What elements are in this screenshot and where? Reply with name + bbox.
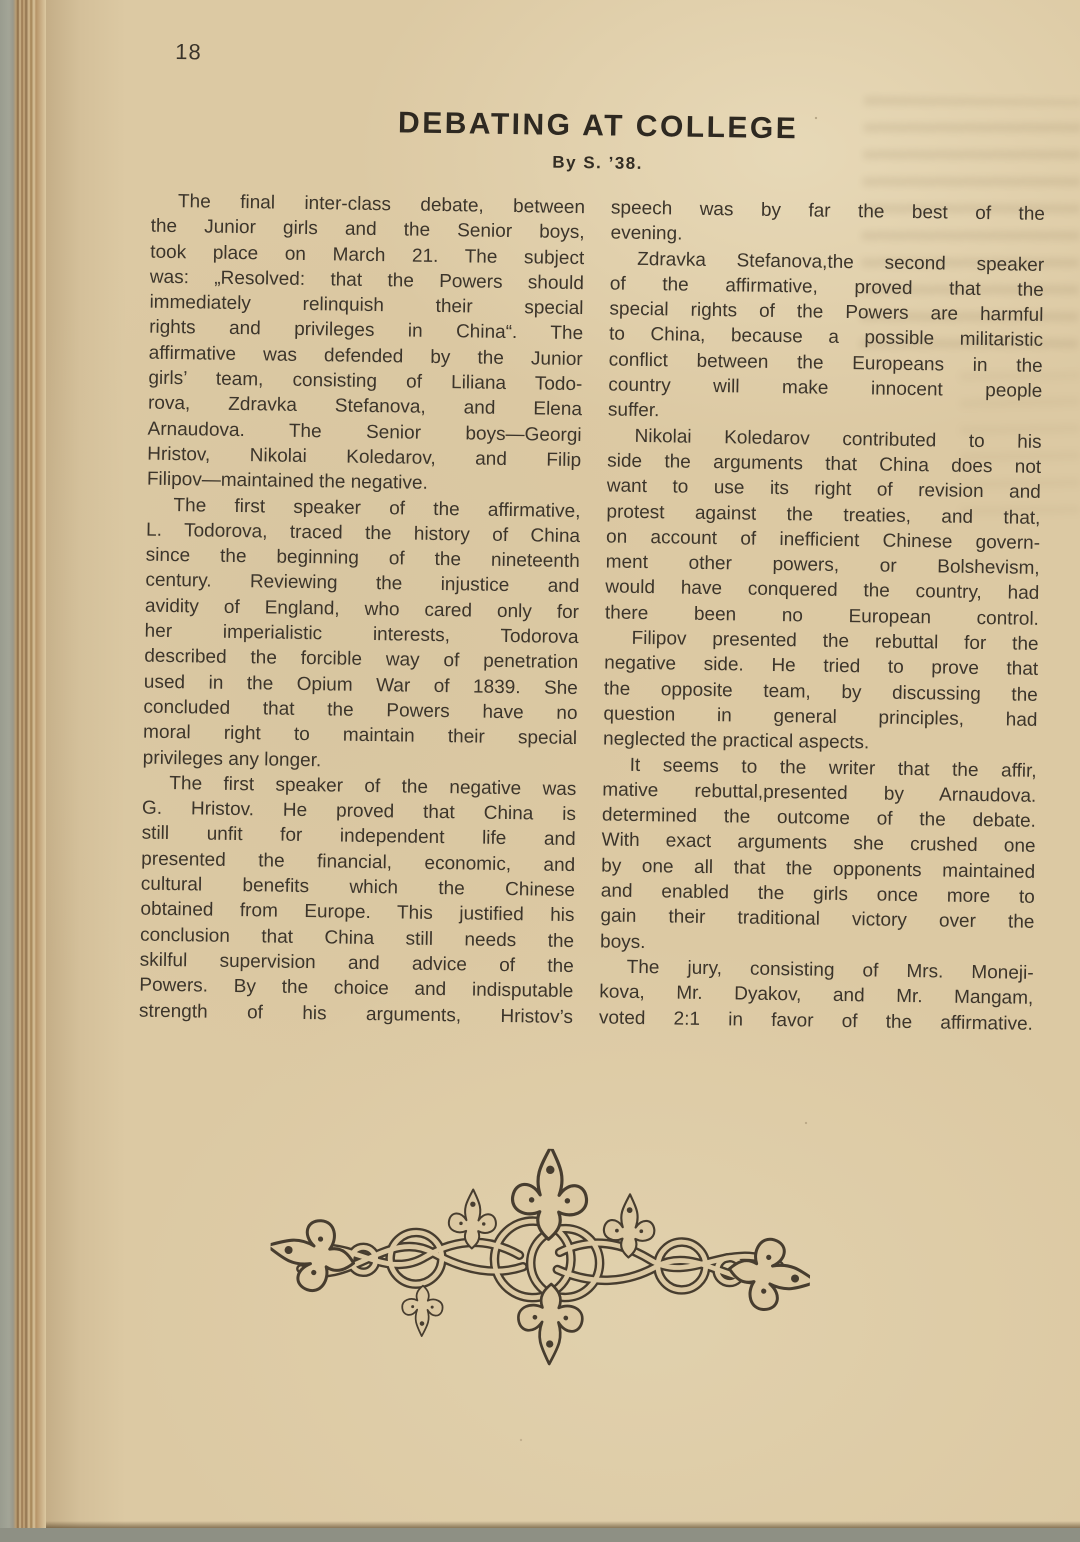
text-line: there been no European control. [604,602,1040,630]
text-line: girls’ team, consisting of Liliana Todo- [148,367,583,396]
text-line: question in general principles, had [603,703,1038,731]
text-line: The final inter-class debate, between [177,191,586,219]
text-line: evening. [610,222,683,245]
text-line: concluded that the Powers have no [143,696,578,725]
page-number: 18 [175,39,202,65]
text-line: immediately relinquish their special [149,291,584,320]
text-line: ment other powers, or Bolshevism, [605,551,1040,580]
text-line: her imperialistic interests, Todorova [144,620,579,649]
text-line: affirmative was defended by the Junior [148,342,583,370]
text-line: want to use its right of revision and [606,475,1041,504]
text-line: used in the Opium War of 1839. She [143,671,578,699]
text-line: skilful supervision and advice of the [139,949,574,977]
text-line: strength of his arguments, Hristov’s [138,1000,574,1028]
text-line: kova, Mr. Dyakov, and Mr. Mangam, [599,981,1034,1010]
text-line: negative side. He tried to prove that [604,652,1039,681]
text-line: Filipov—maintained the negative. [146,468,428,495]
text-line: avidity of England, who cared only for [144,595,580,623]
text-line: neglected the practical aspects. [602,728,870,754]
text-line: of the affirmative, proved that the [609,273,1044,301]
text-line: took place on March 21. The subject [150,241,585,269]
knotwork-ornament-icon [268,1142,813,1376]
text-line: since the beginning of the nineteenth [145,544,580,573]
column-left [139,189,585,1030]
article-byline: By S. ’38. [552,152,644,173]
text-line: still unfit for independent life and [141,823,576,851]
text-line: conflict between the Europeans in the [608,349,1043,377]
text-line: It seems to the writer that the affir, [629,754,1037,782]
text-line: determined the outcome of the debate. [601,804,1037,833]
text-line: by one all that the opponents maintained [601,855,1036,883]
text-line: moral right to maintain their special [142,721,578,750]
article-title: DEBATING AT COLLEGE [397,106,799,146]
text-line: Hristov, Nikolai Koledarov, and Filip [147,443,582,472]
text-line: was: „Resolved: that the Powers should [149,266,585,295]
text-line: G. Hristov. He proved that China is [141,797,577,826]
text-line: Nikolai Koledarov contributed to his [634,425,1042,453]
text-line: The first speaker of the negative was [169,772,577,800]
text-line: presented the financial, economic, and [141,848,576,876]
text-line: would have conquered the country, had [605,576,1040,605]
text-line: gain their traditional victory over the [600,905,1035,934]
text-line: and enabled the girls once more to [600,880,1035,908]
text-line: special rights of the Powers are harmful [609,298,1044,327]
text-line: on account of inefficient Chinese govern- [605,526,1041,554]
text-line: rova, Zdravka Stefanova, and Elena [147,393,583,421]
text-line: conclusion that China still needs the [139,924,575,952]
text-line: The first speaker of the affirmative, [173,494,581,522]
column-right [599,196,1045,1037]
text-line: boys. [599,931,646,953]
text-line: the opposite team, by discussing the [603,678,1038,706]
text-line: voted 2:1 in favor of the affirmative. [598,1006,1034,1035]
text-line: rights and privileges in China“. The [148,317,584,345]
text-line: protest against the treaties, and that, [606,501,1041,529]
text-line: speech was by far the best of the [610,197,1046,225]
text-line: century. Reviewing the injustice and [145,570,580,598]
text-line: Arnaudova. The Senior boys—Georgi [147,418,582,446]
text-line: the Junior girls and the Senior boys, [150,215,585,244]
text-line: Filipov presented the rebuttal for the [631,627,1039,655]
text-line: L. Todorova, traced the history of China [145,519,581,547]
text-line: The jury, consisting of Mrs. Moneji- [626,956,1034,984]
article-columns [139,189,1045,1037]
text-line: Zdravka Stefanova,the second speaker [637,248,1045,276]
text-line: described the forcible way of penetration [144,645,579,674]
text-line: obtained from Europe. This justified his [140,898,575,927]
text-line: cultural benefits which the Chinese [140,873,575,902]
text-line: side the arguments that China does not [607,450,1042,478]
paper-page [46,0,1080,1528]
text-line: Powers. By the choice and indisputable [139,974,574,1003]
text-line: privileges any longer. [142,747,322,771]
text-line: country will make innocent people [608,374,1043,403]
text-line: With exact arguments she crushed one [601,829,1036,858]
printed-content [23,0,1080,1542]
text-line: suffer. [607,399,660,422]
text-line: to China, because a possible militaristic [608,323,1044,352]
text-line: mative rebuttal,presented by Arnaudova. [602,779,1037,807]
